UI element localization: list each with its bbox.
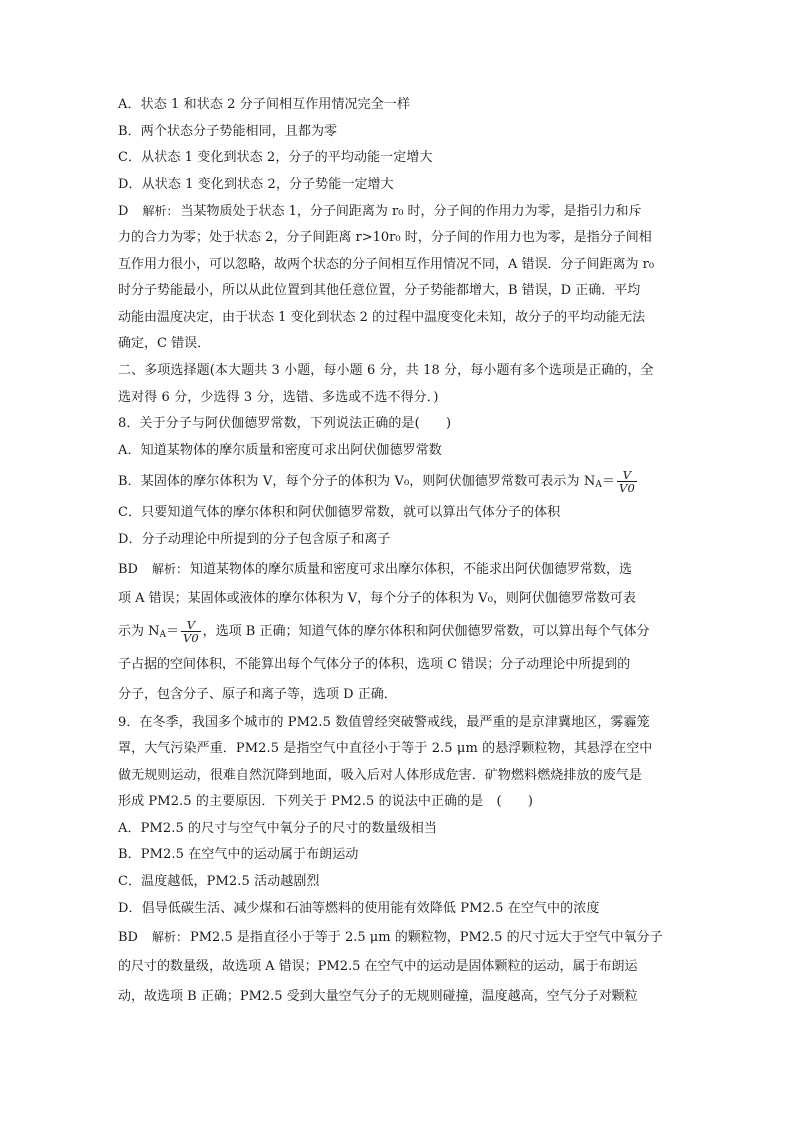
q8-stem: 8．关于分子与阿伏伽德罗常数，下列说法正确的是( ) [118, 416, 452, 432]
q8-answer-tag: BD [118, 561, 138, 577]
q7-analysis-line: 当某物质处于状态 1，分子间距离为 r₀ 时，分子间的作用力为零，是指引力和斥 [180, 204, 642, 220]
q9-analysis-line: PM2.5 是指直径小于等于 2.5 μm 的颗粒物，PM2.5 的尺寸远大于空气中氧分子 [190, 930, 663, 946]
q7-analysis-line: 时分子势能最小，所以从此位置到其他任意位置，分子势能都增大，B 错误，D 正确．平均 [118, 283, 641, 299]
q9-stem-line: 做无规则运动，很难自然沉降到地面，吸入后对人体形成危害．矿物燃料燃烧排放的废气是 [118, 767, 643, 783]
q8-option-b [118, 464, 678, 500]
q7-analysis-line: 互作用力很小，可以忽略，故两个状态的分子间相互作用情况不同，A 错误．分子间距离为 r₀ [118, 256, 655, 272]
q8-analysis-text: ，选项 B 正确；知道气体的摩尔体积和阿伏伽德罗常数，可以算出每个气体分 [202, 623, 650, 639]
q8-analysis-equals: ＝ [166, 623, 180, 639]
q9-answer-tag: BD [118, 930, 138, 946]
fraction-denominator: V0 [619, 481, 635, 496]
q8-analysis-line: 项 A 错误；某固体或液体的摩尔体积为 V，每个分子的体积为 V₀，则阿伏伽德罗常数可表 [118, 590, 636, 606]
q9-option-b: B．PM2.5 在空气中的运动属于布朗运动 [118, 847, 359, 863]
q8-analysis-subscript: A [159, 629, 167, 640]
q9-answer-block [118, 922, 678, 1012]
q7-option-c: C．从状态 1 变化到状态 2，分子的平均动能一定增大 [118, 150, 433, 166]
q7-analysis-line: 动能由温度决定，由于状态 1 变化到状态 2 的过程中温度变化未知，故分子的平均动能无法 [118, 309, 646, 325]
q9-stem-line: 9．在冬季，我国多个城市的 PM2.5 数值曾经突破警戒线，最严重的是京津冀地区，雾霾笼 [118, 714, 650, 730]
q7-option-d: D．从状态 1 变化到状态 2，分子势能一定增大 [118, 176, 394, 192]
document-content [118, 92, 678, 1012]
q9-stem-line: 罩，大气污染严重．PM2.5 是指空气中直径小于等于 2.5 μm 的悬浮颗粒物，其悬浮在空中 [118, 741, 653, 757]
q9-option-c: C．温度越低，PM2.5 活动越剧烈 [118, 874, 320, 890]
fraction-denominator: V0 [183, 630, 199, 645]
q8-option-b-equals: ＝ [601, 474, 616, 490]
q7-answer-block [118, 198, 678, 358]
fraction-v-over-v0 [617, 469, 637, 494]
q8-option-b-subscript: A [595, 480, 602, 491]
q7-analysis-label: 解析： [142, 204, 179, 219]
q8-option-b-text: B．某固体的摩尔体积为 V，每个分子的体积为 V₀，则阿伏伽德罗常数可表示为 N [118, 474, 596, 490]
q8-option-d: D．分子动理论中所提到的分子包含原子和离子 [118, 531, 391, 547]
q9-option-d: D．倡导低碳生活、减少煤和石油等燃料的使用能有效降低 PM2.5 在空气中的浓度 [118, 900, 600, 916]
q8-analysis-line: 子占据的空间体积，不能算出每个气体分子的体积，选项 C 错误；分子动理论中所提到的 [118, 656, 631, 672]
q8-answer-block [118, 554, 678, 710]
q7-analysis-line: 力的合力为零；处于状态 2，分子间距离 r>10r₀ 时，分子间的作用力也为零，是指分子间相 [118, 229, 652, 245]
q8-option-c: C．只要知道气体的摩尔体积和阿伏伽德罗常数，就可以算出气体分子的体积 [118, 505, 561, 521]
q9-stem-line: 形成 PM2.5 的主要原因．下列关于 PM2.5 的说法中正确的是 ( ) [118, 794, 534, 810]
q8-option-a: A．知道某物体的摩尔质量和密度可求出阿伏伽德罗常数 [118, 442, 442, 458]
section-heading: 二、多项选择题(本大题共 3 小题，每小题 6 分，共 18 分，每小题有多个选项是正确的，全 [118, 362, 654, 378]
fraction-v-over-v0 [181, 619, 201, 644]
fraction-numerator: V [617, 469, 637, 482]
q8-analysis-line-formula [118, 614, 678, 650]
q7-analysis-line: 确定，C 错误． [118, 336, 211, 352]
section-heading-cont: 选对得 6 分，少选得 3 分，选错、多选或不选不得分．) [118, 389, 439, 405]
q7-option-b: B．两个状态分子势能相同，且都为零 [118, 123, 338, 139]
q8-analysis-text: 示为 N [118, 623, 160, 639]
q8-analysis-line: 知道某物体的摩尔质量和密度可求出摩尔体积，不能求出阿伏伽德罗常数，选 [190, 561, 633, 577]
q9-analysis-line: 的尺寸的数量级，故选项 A 错误；PM2.5 在空气中的运动是固体颗粒的运动，属于布朗运 [118, 959, 638, 975]
q7-answer-tag: D [118, 204, 129, 220]
fraction-numerator: V [181, 619, 201, 632]
q9-analysis-label: 解析： [151, 930, 188, 945]
q8-analysis-label: 解析： [151, 561, 188, 576]
q7-option-a: A．状态 1 和状态 2 分子间相互作用情况完全一样 [118, 97, 411, 112]
q8-analysis-line: 分子，包含分子、原子和离子等，选项 D 正确． [118, 686, 397, 702]
q9-option-a: A．PM2.5 的尺寸与空气中氧分子的尺寸的数量级相当 [118, 820, 437, 836]
q9-analysis-line: 动，故选项 B 正确；PM2.5 受到大量空气分子的无规则碰撞，温度越高，空气分子对颗粒 [118, 989, 638, 1005]
